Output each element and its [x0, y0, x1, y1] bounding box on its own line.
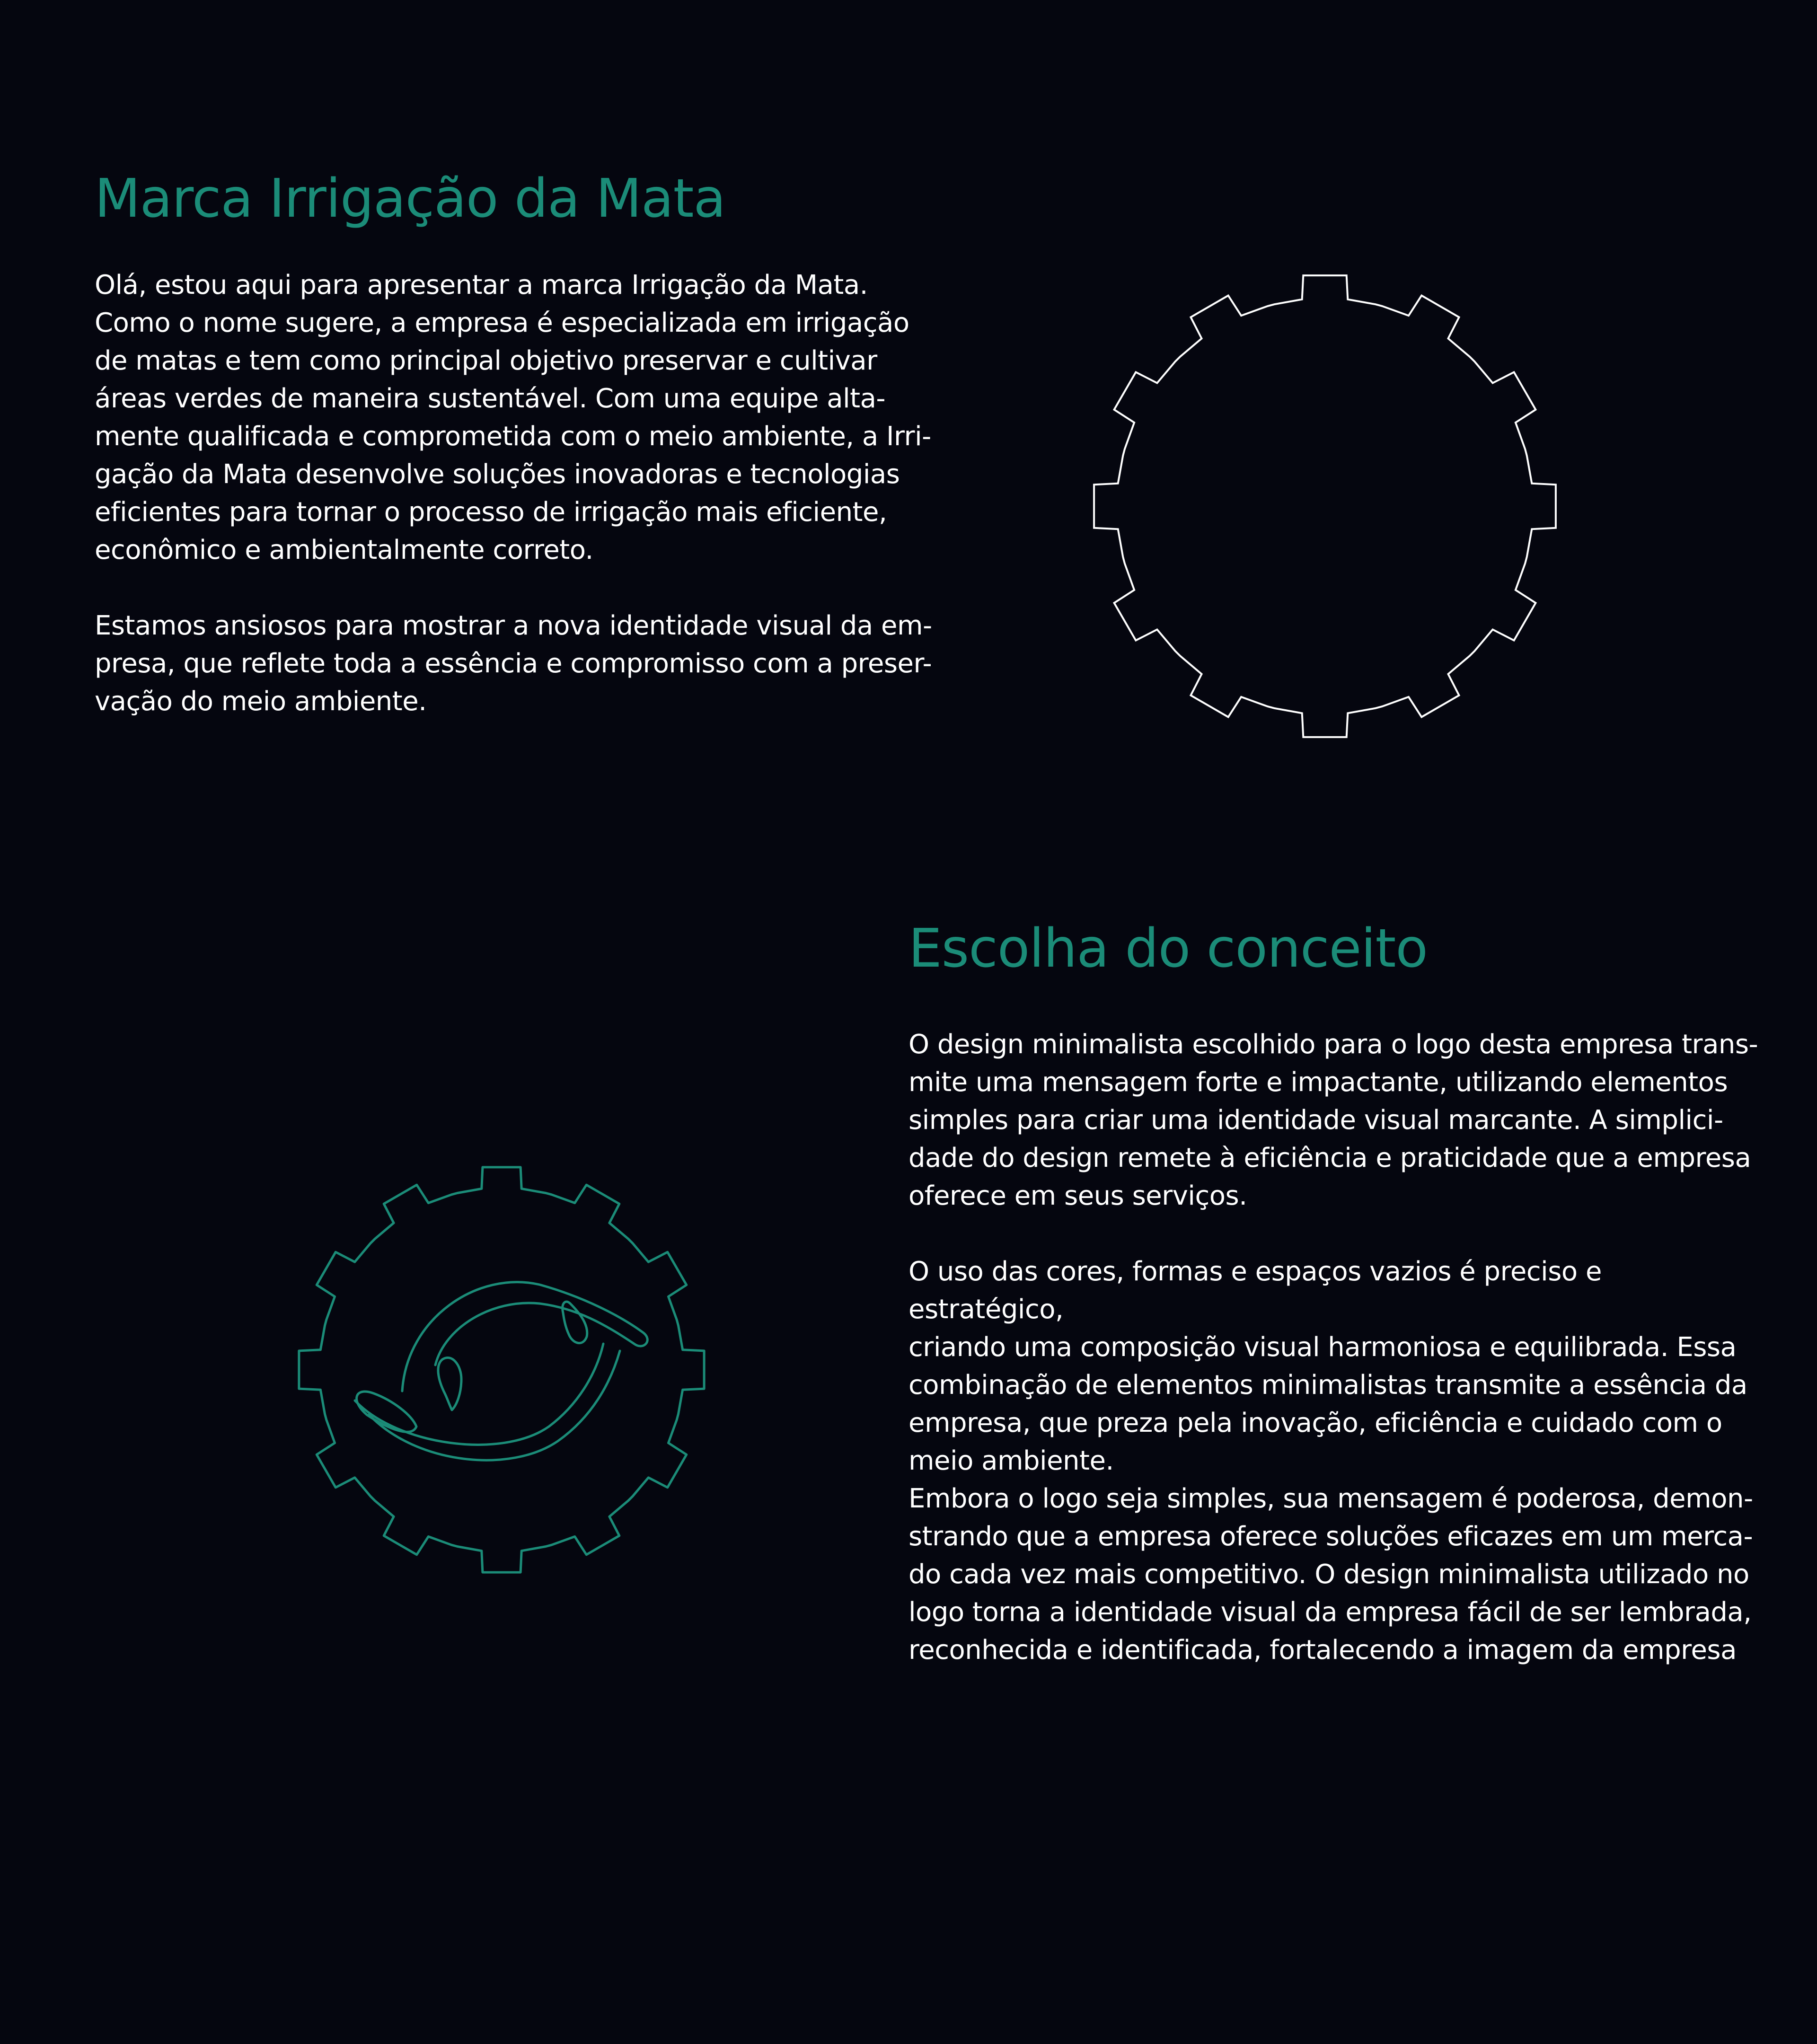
gear-outline-icon	[1088, 270, 1561, 743]
gear-outline-path	[1094, 275, 1556, 737]
logo-right-drop-path	[563, 1302, 587, 1343]
intro-paragraph-2: Estamos ansiosos para mostrar a nova identidade visual da em- presa, que reflete toda a essência e compromisso com a preser- vação do meio ambiente.	[95, 610, 932, 717]
concept-paragraph-2: O uso das cores, formas e espaços vazios é preciso e estratégico, criando uma composição visual harmoniosa e equilibrada. Essa combinação de elementos minimalistas transmite a essência da empresa, que preza pela inovação, eficiência e cuidado com o meio ambiente.	[908, 1256, 1747, 1476]
gear-water-drops-logo-icon	[293, 1162, 710, 1578]
concept-paragraph-1: O design minimalista escolhido para o logo desta empresa trans- mite uma mensagem forte e impactante, utilizando elementos simples para criar uma identidade visual marcante. A simplici- dade do design remete à eficiência e praticidade que a empresa oferece em seus serviços.	[908, 1029, 1758, 1211]
section-title-intro: Marca Irrigação da Mata	[95, 168, 726, 229]
logo-center-drop-path	[438, 1357, 461, 1410]
intro-paragraph-1: Olá, estou aqui para apresentar a marca Irrigação da Mata. Como o nome sugere, a empresa é especializada em irrigação de matas e tem como principal objetivo preservar e cultivar áreas verdes de maneira sustentável. Com uma equipe alta- mente qualificada e comprometida com o meio ambiente, a Irri- gação da Mata desenvolve soluções inovadoras e tecnologias eficientes para tornar o processo de irrigação mais eficiente, econômico e ambientalmente correto.	[95, 270, 931, 565]
concept-paragraph-3: Embora o logo seja simples, sua mensagem é poderosa, demon- strando que a empresa oferece soluções eficazes em um merca- do cada vez mais competitivo. O design minimalista utilizado no logo torna a identidade visual da empresa fácil de ser lembrada, reconhecida e identificada, fortalecendo a imagem da empresa	[908, 1483, 1753, 1665]
section-title-concept: Escolha do conceito	[908, 918, 1428, 979]
logo-gear-path	[299, 1167, 704, 1572]
